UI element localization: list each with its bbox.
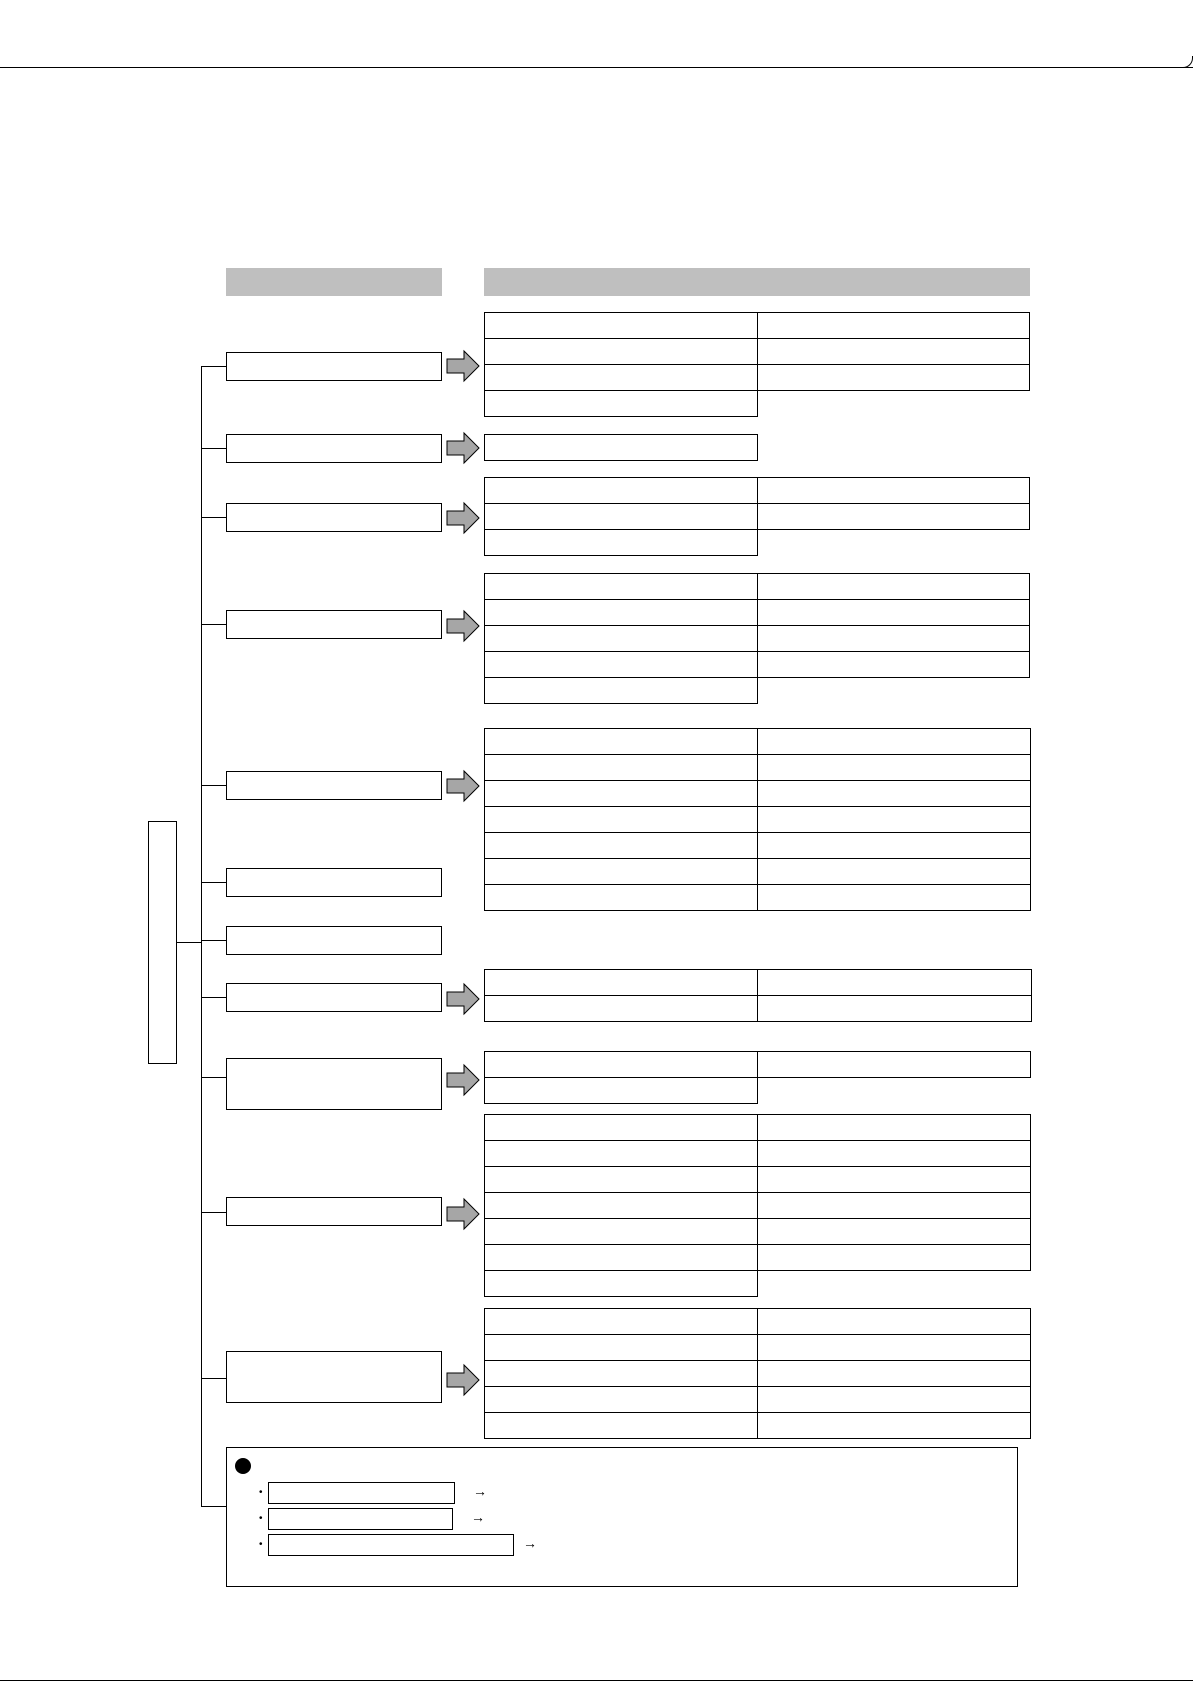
option-cell <box>757 969 1032 996</box>
option-cell <box>484 599 758 626</box>
option-cell <box>757 1308 1031 1335</box>
option-cell <box>757 338 1030 365</box>
branch-connector <box>201 366 226 367</box>
right-block-arrow-icon <box>446 982 480 1016</box>
branch-connector <box>201 997 226 998</box>
option-cell <box>484 529 758 556</box>
option-cell <box>757 599 1030 626</box>
note-item <box>268 1534 514 1556</box>
branch-connector <box>201 785 226 786</box>
branch-node <box>226 434 442 463</box>
option-cell <box>484 1166 758 1193</box>
option-cell <box>484 1244 758 1271</box>
right-block-arrow-icon <box>446 1363 480 1397</box>
branch-connector <box>201 624 226 625</box>
option-cell <box>757 364 1030 391</box>
option-cell <box>757 995 1032 1022</box>
branch-connector <box>201 1378 226 1379</box>
note-item <box>268 1508 453 1530</box>
option-cell <box>484 364 758 391</box>
option-cell <box>757 1051 1031 1078</box>
option-cell <box>757 1192 1031 1219</box>
option-cell <box>757 884 1031 911</box>
option-cell <box>484 434 758 461</box>
option-cell <box>757 1244 1031 1271</box>
option-cell <box>484 1412 758 1439</box>
option-cell <box>757 858 1031 885</box>
branch-node <box>226 1058 442 1110</box>
branch-node <box>226 503 442 532</box>
note-item <box>268 1482 455 1504</box>
option-cell <box>484 728 758 755</box>
note-box <box>226 1447 1018 1587</box>
root-node <box>148 821 177 1064</box>
option-cell <box>484 806 758 833</box>
option-cell <box>484 754 758 781</box>
option-cell <box>484 1270 758 1297</box>
branch-connector <box>201 940 226 941</box>
option-cell <box>757 832 1031 859</box>
branch-node <box>226 771 442 800</box>
branch-node <box>226 868 442 897</box>
option-cell <box>484 1140 758 1167</box>
branch-connector <box>201 1506 226 1507</box>
option-cell <box>757 651 1030 678</box>
option-cell <box>484 1114 758 1141</box>
bullet-icon: • <box>259 1487 263 1498</box>
option-cell <box>484 1051 758 1078</box>
option-cell <box>757 1114 1031 1141</box>
right-block-arrow-icon <box>446 349 480 383</box>
bottom-rule <box>0 1680 1193 1681</box>
option-cell <box>757 806 1031 833</box>
option-cell <box>484 1308 758 1335</box>
right-arrow-icon: → <box>523 1535 537 1551</box>
option-cell <box>757 754 1031 781</box>
option-cell <box>484 1218 758 1245</box>
option-cell <box>757 477 1030 504</box>
filled-circle-icon <box>234 1457 252 1475</box>
branch-connector <box>201 1212 226 1213</box>
option-cell <box>757 573 1030 600</box>
right-block-arrow-icon <box>446 501 480 535</box>
option-cell <box>484 477 758 504</box>
option-cell <box>757 312 1030 339</box>
branch-node <box>226 926 442 955</box>
top-rule <box>0 67 1193 68</box>
option-cell <box>484 969 758 996</box>
branch-connector <box>201 882 226 883</box>
option-cell <box>757 1412 1031 1439</box>
right-arrow-icon: → <box>473 1483 487 1499</box>
option-cell <box>484 503 758 530</box>
option-cell <box>484 780 758 807</box>
option-cell <box>484 1334 758 1361</box>
option-cell <box>757 728 1031 755</box>
option-cell <box>757 1166 1031 1193</box>
branch-node <box>226 983 442 1012</box>
option-cell <box>484 390 758 417</box>
bullet-icon: • <box>259 1539 263 1550</box>
option-cell <box>484 1192 758 1219</box>
option-cell <box>484 625 758 652</box>
option-cell <box>484 338 758 365</box>
right-block-arrow-icon <box>446 1197 480 1231</box>
right-block-arrow-icon <box>446 431 480 465</box>
right-block-arrow-icon <box>446 1063 480 1097</box>
option-cell <box>484 312 758 339</box>
option-cell <box>484 1386 758 1413</box>
right-block-arrow-icon <box>446 769 480 803</box>
option-cell <box>484 677 758 704</box>
option-cell <box>484 1077 758 1104</box>
option-cell <box>484 651 758 678</box>
header-right-bar <box>484 268 1030 296</box>
option-cell <box>484 884 758 911</box>
option-cell <box>757 1334 1031 1361</box>
option-cell <box>484 858 758 885</box>
option-cell <box>484 995 758 1022</box>
option-cell <box>757 503 1030 530</box>
right-block-arrow-icon <box>446 609 480 643</box>
header-left-bar <box>226 268 442 296</box>
trunk-line <box>201 366 202 1507</box>
branch-node <box>226 1197 442 1226</box>
option-cell <box>757 1140 1031 1167</box>
branch-connector <box>201 517 226 518</box>
branch-connector <box>201 1077 226 1078</box>
branch-connector <box>201 448 226 449</box>
option-cell <box>757 1218 1031 1245</box>
option-cell <box>484 1360 758 1387</box>
option-cell <box>757 780 1031 807</box>
option-cell <box>484 573 758 600</box>
root-connector <box>177 942 201 943</box>
option-cell <box>484 832 758 859</box>
option-cell <box>757 1386 1031 1413</box>
option-cell <box>757 625 1030 652</box>
branch-node <box>226 352 442 381</box>
right-arrow-icon: → <box>471 1509 485 1525</box>
option-cell <box>757 1360 1031 1387</box>
branch-node <box>226 1351 442 1403</box>
bullet-icon: • <box>259 1513 263 1524</box>
branch-node <box>226 610 442 639</box>
